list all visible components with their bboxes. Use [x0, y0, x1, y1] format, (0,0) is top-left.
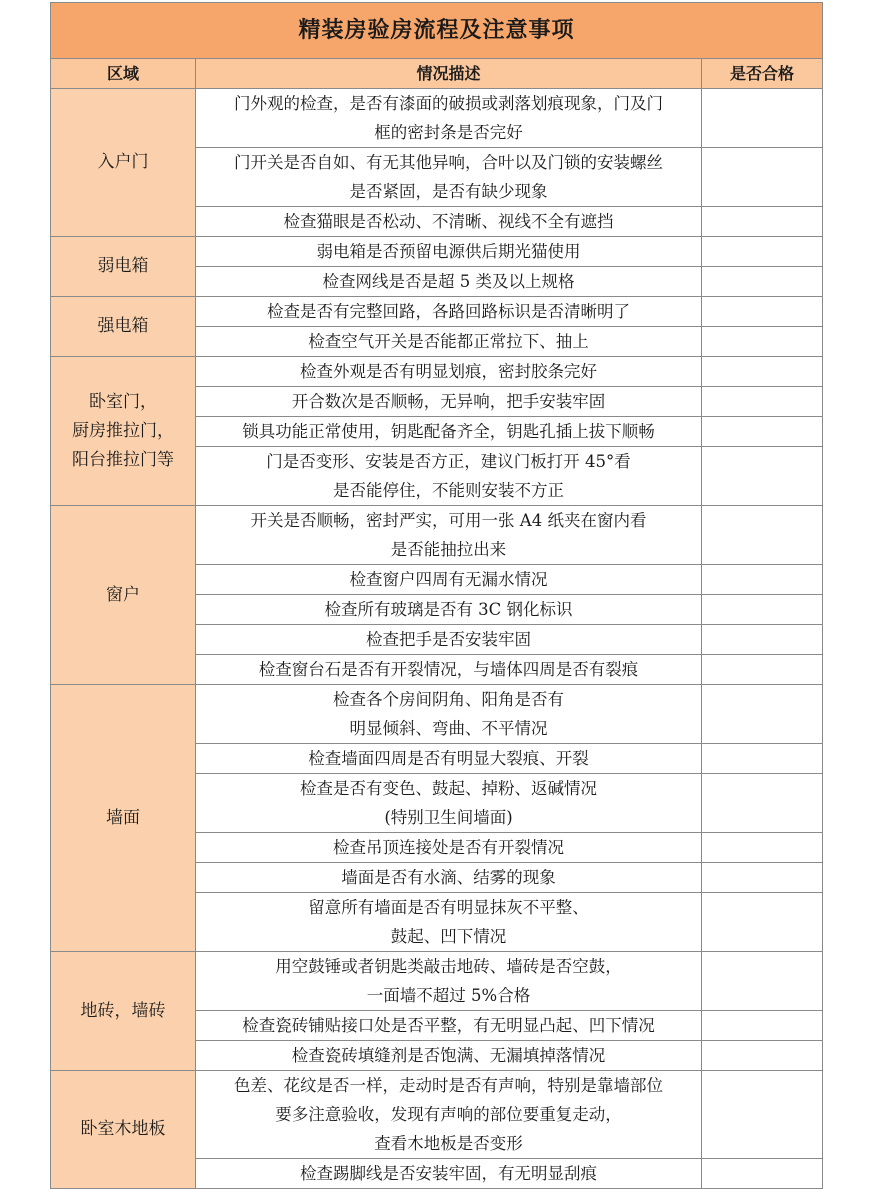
- pass-check-cell[interactable]: [702, 89, 823, 148]
- description-text: 检查瓷砖填缝剂是否饱满、无漏填掉落情况: [291, 1046, 606, 1065]
- table-row: [51, 952, 823, 1011]
- area-label: 弱电箱: [97, 256, 149, 276]
- area-label: 入户门: [97, 152, 149, 172]
- pass-check-cell[interactable]: [702, 952, 823, 1011]
- area-cell: [51, 952, 196, 1071]
- description-text: 检查吊顶连接处是否有开裂情况: [333, 838, 564, 857]
- description-cell: [196, 267, 702, 297]
- description-text: 检查外观是否有明显划痕，密封胶条完好: [300, 362, 597, 381]
- description-cell: [196, 506, 702, 565]
- description-cell: [196, 744, 702, 774]
- pass-check-cell[interactable]: [702, 655, 823, 685]
- description-text: 检查所有玻璃是否有 3C 钢化标识: [324, 600, 573, 619]
- pass-check-cell[interactable]: [702, 327, 823, 357]
- pass-check-cell[interactable]: [702, 237, 823, 267]
- area-cell: [51, 357, 196, 506]
- pass-check-cell[interactable]: [702, 357, 823, 387]
- description-text: 弱电箱是否预留电源供后期光猫使用: [316, 242, 581, 261]
- header-row: [51, 59, 823, 89]
- description-text: 检查窗户四周有无漏水情况: [349, 570, 548, 589]
- pass-check-cell[interactable]: [702, 863, 823, 893]
- pass-check-cell[interactable]: [702, 685, 823, 744]
- description-cell: [196, 1041, 702, 1071]
- pass-check-cell[interactable]: [702, 1041, 823, 1071]
- area-cell: [51, 89, 196, 237]
- description-text: 用空鼓锤或者钥匙类敲击地砖、墙砖是否空鼓， 一面墙不超过 5%合格: [275, 957, 622, 1005]
- description-cell: [196, 565, 702, 595]
- description-text: 检查空气开关是否能都正常拉下、抽上: [308, 332, 589, 351]
- description-cell: [196, 1159, 702, 1189]
- description-cell: [196, 89, 702, 148]
- column-header-description: 情况描述: [196, 59, 702, 89]
- description-text: 检查踢脚线是否安装牢固，有无明显刮痕: [300, 1164, 597, 1183]
- area-label: 卧室门， 厨房推拉门， 阳台推拉门等: [72, 391, 174, 470]
- pass-check-cell[interactable]: [702, 267, 823, 297]
- description-text: 墙面是否有水滴、结雾的现象: [341, 868, 556, 887]
- pass-check-cell[interactable]: [702, 774, 823, 833]
- pass-check-cell[interactable]: [702, 207, 823, 237]
- description-cell: [196, 833, 702, 863]
- inspection-table: [50, 2, 823, 1189]
- area-cell: [51, 297, 196, 357]
- description-cell: [196, 387, 702, 417]
- inspection-sheet: [50, 2, 822, 1189]
- description-text: 留意所有墙面是否有明显抹灰不平整、 鼓起、凹下情况: [308, 898, 589, 946]
- description-text: 检查瓷砖铺贴接口处是否平整，有无明显凸起、凹下情况: [242, 1016, 655, 1035]
- description-text: 色差、花纹是否一样，走动时是否有声响，特别是靠墙部位 要多注意验收，发现有声响的部位要重复走动， 查看木地板是否变形: [234, 1076, 663, 1153]
- table-row: [51, 89, 823, 148]
- table-row: [51, 685, 823, 744]
- description-cell: [196, 148, 702, 207]
- description-text: 开关是否顺畅，密封严实，可用一张 A4 纸夹在窗内看 是否能抽拉出来: [250, 511, 647, 559]
- table-row: [51, 357, 823, 387]
- description-text: 锁具功能正常使用，钥匙配备齐全，钥匙孔插上拔下顺畅: [242, 422, 655, 441]
- pass-check-cell[interactable]: [702, 387, 823, 417]
- description-cell: [196, 774, 702, 833]
- description-cell: [196, 1011, 702, 1041]
- pass-check-cell[interactable]: [702, 447, 823, 506]
- pass-check-cell[interactable]: [702, 625, 823, 655]
- description-text: 门是否变形、安装是否方正，建议门板打开 45°看 是否能停住，不能则安装不方正: [266, 452, 631, 500]
- table-row: [51, 237, 823, 267]
- table-row: [51, 506, 823, 565]
- description-text: 检查是否有完整回路，各路回路标识是否清晰明了: [267, 302, 630, 321]
- description-cell: [196, 357, 702, 387]
- description-cell: [196, 863, 702, 893]
- column-header-area: 区域: [51, 59, 196, 89]
- description-text: 检查猫眼是否松动、不清晰、视线不全有遮挡: [283, 212, 614, 231]
- description-text: 检查把手是否安装牢固: [366, 630, 531, 649]
- description-cell: [196, 297, 702, 327]
- description-text: 检查网线是否是超 5 类及以上规格: [322, 272, 575, 291]
- area-label: 墙面: [106, 807, 140, 828]
- area-cell: [51, 506, 196, 685]
- description-text: 检查墙面四周是否有明显大裂痕、开裂: [308, 749, 589, 768]
- pass-check-cell[interactable]: [702, 565, 823, 595]
- description-cell: [196, 447, 702, 506]
- description-text: 检查是否有变色、鼓起、掉粉、返碱情况 (特别卫生间墙面): [300, 779, 597, 827]
- description-cell: [196, 1071, 702, 1159]
- pass-check-cell[interactable]: [702, 1159, 823, 1189]
- description-cell: [196, 952, 702, 1011]
- area-label: 卧室木地板: [80, 1119, 166, 1139]
- table-row: [51, 1071, 823, 1159]
- area-cell: [51, 685, 196, 952]
- area-cell: [51, 237, 196, 297]
- pass-check-cell[interactable]: [702, 1071, 823, 1159]
- table-row: [51, 297, 823, 327]
- description-text: 开合数次是否顺畅，无异响，把手安装牢固: [291, 392, 606, 411]
- description-text: 门外观的检查，是否有漆面的破损或剥落划痕现象，门及门 框的密封条是否完好: [234, 94, 663, 142]
- description-cell: [196, 625, 702, 655]
- area-label: 地砖，墙砖: [80, 1000, 166, 1021]
- pass-check-cell[interactable]: [702, 893, 823, 952]
- table-body: [51, 89, 823, 1189]
- description-text: 门开关是否自如、有无其他异响，合叶以及门锁的安装螺丝 是否紧固，是否有缺少现象: [234, 153, 663, 201]
- area-label: 强电箱: [97, 316, 149, 336]
- pass-check-cell[interactable]: [702, 417, 823, 447]
- page-title: 精装房验房流程及注意事项: [51, 3, 823, 59]
- description-cell: [196, 327, 702, 357]
- pass-check-cell[interactable]: [702, 744, 823, 774]
- pass-check-cell[interactable]: [702, 148, 823, 207]
- description-text: 检查各个房间阴角、阳角是否有 明显倾斜、弯曲、不平情况: [333, 690, 564, 738]
- description-cell: [196, 207, 702, 237]
- pass-check-cell[interactable]: [702, 595, 823, 625]
- pass-check-cell[interactable]: [702, 1011, 823, 1041]
- description-text: 检查窗台石是否有开裂情况，与墙体四周是否有裂痕: [258, 660, 639, 679]
- pass-check-cell[interactable]: [702, 506, 823, 565]
- description-cell: [196, 595, 702, 625]
- pass-check-cell[interactable]: [702, 833, 823, 863]
- description-cell: [196, 237, 702, 267]
- description-cell: [196, 893, 702, 952]
- pass-check-cell[interactable]: [702, 297, 823, 327]
- description-cell: [196, 417, 702, 447]
- column-header-pass: 是否合格: [702, 59, 823, 89]
- area-label: 窗户: [106, 584, 140, 605]
- area-cell: [51, 1071, 196, 1189]
- description-cell: [196, 685, 702, 744]
- description-cell: [196, 655, 702, 685]
